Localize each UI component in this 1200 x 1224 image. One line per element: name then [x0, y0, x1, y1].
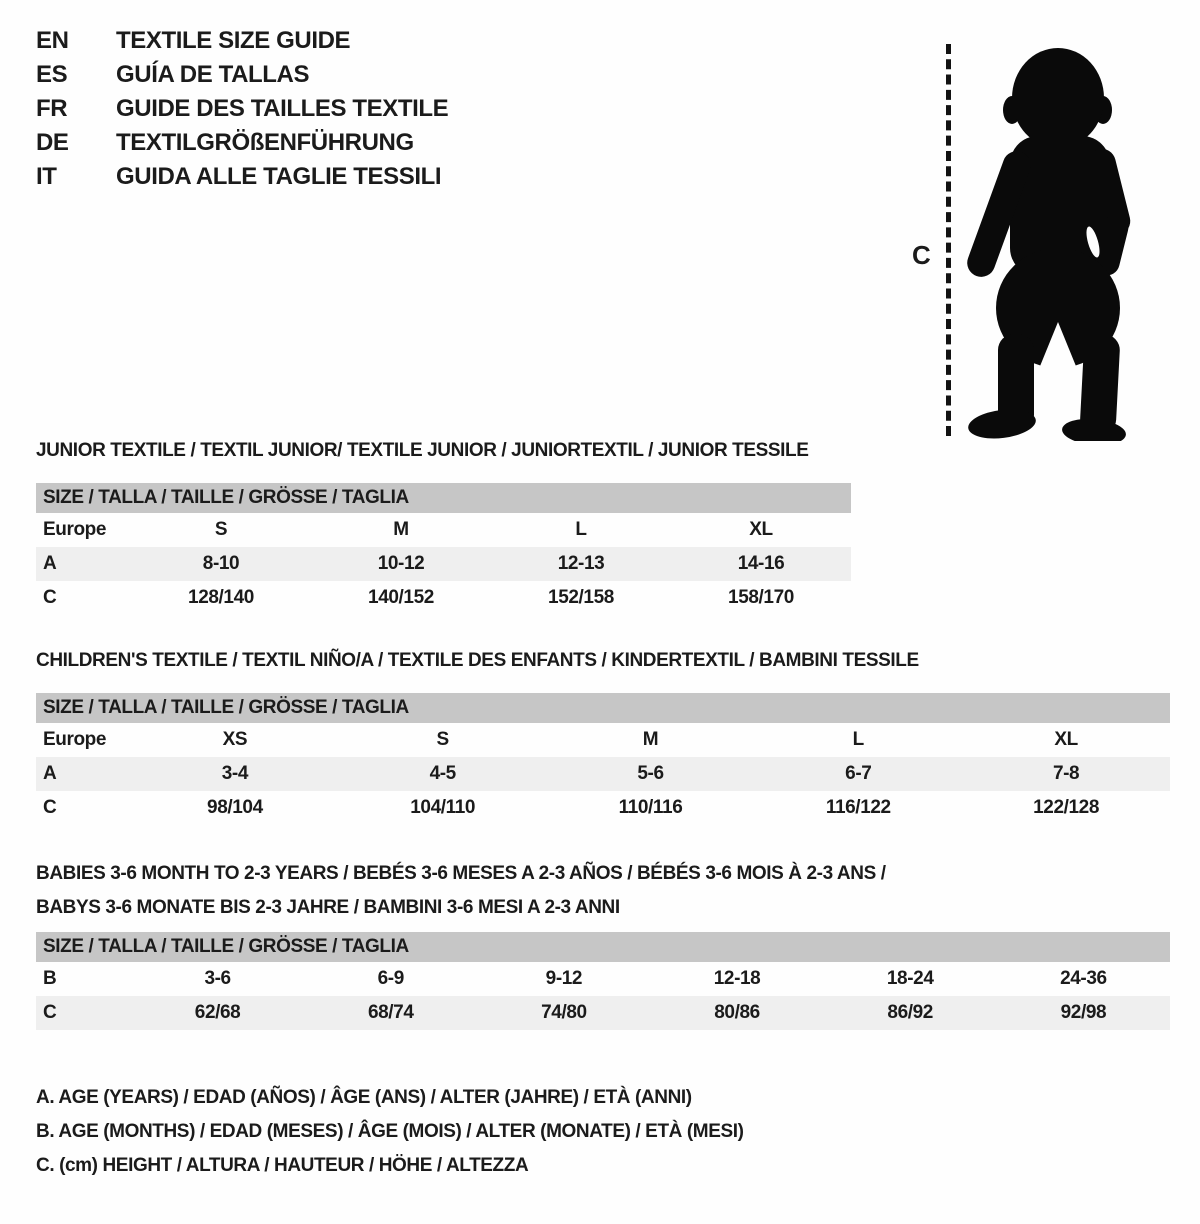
- junior-size-table: [36, 483, 851, 615]
- size-cell: S: [436, 729, 449, 750]
- junior-section-title: JUNIOR TEXTILE / TEXTIL JUNIOR/ TEXTILE JUNIOR / JUNIORTEXTIL / JUNIOR TESSILE: [36, 440, 809, 461]
- height-cell: 140/152: [368, 587, 434, 608]
- language-code: FR: [36, 95, 68, 122]
- table-row-height: [36, 581, 851, 615]
- height-cell: 104/110: [410, 797, 476, 818]
- guide-title-it: GUIDA ALLE TAGLIE TESSILI: [116, 163, 442, 190]
- size-table-header: SIZE / TALLA / TAILLE / GRÖSSE / TAGLIA: [36, 932, 1170, 962]
- size-cell: M: [393, 519, 409, 540]
- size-table-header: SIZE / TALLA / TAILLE / GRÖSSE / TAGLIA: [36, 693, 1170, 723]
- babies-title-line2: BABYS 3-6 MONATE BIS 2-3 JAHRE / BAMBINI 3-6 MESI A 2-3 ANNI: [36, 897, 620, 918]
- table-row-height: [36, 791, 1170, 825]
- row-label: Europe: [43, 519, 107, 540]
- age-cell: 6-7: [754, 757, 962, 791]
- height-cell: 122/128: [1033, 797, 1100, 818]
- age-cell: 8-10: [131, 547, 311, 581]
- babies-title-line1: BABIES 3-6 MONTH TO 2-3 YEARS / BEBÉS 3-6 MESES A 2-3 AÑOS / BÉBÉS 3-6 MOIS À 2-3 ANS /: [36, 863, 886, 884]
- height-cell: 80/86: [650, 996, 823, 1030]
- months-cell: 24-36: [1060, 968, 1107, 989]
- age-cell: 4-5: [339, 757, 547, 791]
- legend-line-b: B. AGE (MONTHS) / EDAD (MESES) / ÂGE (MOIS) / ALTER (MONATE) / ETÀ (MESI): [36, 1121, 744, 1142]
- age-cell: 12-13: [491, 547, 671, 581]
- height-measure-label: C: [912, 240, 931, 270]
- babies-size-table: [36, 932, 1170, 1030]
- height-cell: 62/68: [131, 996, 304, 1030]
- children-section-title: CHILDREN'S TEXTILE / TEXTIL NIÑO/A / TEXTILE DES ENFANTS / KINDERTEXTIL / BAMBINI TESSILE: [36, 650, 919, 671]
- size-cell: L: [575, 519, 587, 540]
- language-code: ES: [36, 61, 68, 88]
- months-cell: 12-18: [713, 968, 761, 989]
- height-cell: 98/104: [207, 797, 263, 818]
- months-cell: 18-24: [886, 968, 934, 989]
- height-cell: 86/92: [824, 996, 997, 1030]
- table-row-height: [36, 996, 1170, 1030]
- size-cell: L: [852, 729, 864, 750]
- children-section: [36, 650, 1170, 825]
- months-cell: 9-12: [545, 968, 583, 989]
- table-row-months: [36, 962, 1170, 996]
- legend: [36, 1081, 1170, 1183]
- size-table-header: SIZE / TALLA / TAILLE / GRÖSSE / TAGLIA: [36, 483, 851, 513]
- age-cell: 14-16: [671, 547, 851, 581]
- height-cell: 68/74: [304, 996, 477, 1030]
- guide-title-fr: GUIDE DES TAILLES TEXTILE: [116, 95, 449, 122]
- guide-title-es: GUÍA DE TALLAS: [116, 61, 310, 88]
- age-cell: 5-6: [547, 757, 755, 791]
- junior-section: [36, 440, 1170, 615]
- height-cell: 116/122: [825, 797, 891, 818]
- height-cell: 128/140: [188, 587, 254, 608]
- table-row-age: [36, 547, 851, 581]
- row-label: B: [43, 968, 57, 989]
- row-label: C: [36, 996, 131, 1030]
- size-cell: M: [642, 729, 659, 750]
- height-cell: 110/116: [618, 797, 683, 818]
- table-row-europe: [36, 723, 1170, 757]
- height-dashed-line-icon: [946, 44, 951, 436]
- row-label: Europe: [43, 729, 107, 750]
- height-cell: 92/98: [997, 996, 1170, 1030]
- legend-line-c: C. (cm) HEIGHT / ALTURA / HAUTEUR / HÖHE / ALTEZZA: [36, 1155, 529, 1176]
- months-cell: 6-9: [377, 968, 404, 989]
- row-label: C: [43, 797, 57, 818]
- height-measure-figure: [900, 36, 1168, 451]
- age-cell: 7-8: [962, 757, 1170, 791]
- age-cell: 10-12: [311, 547, 491, 581]
- size-cell: S: [214, 519, 228, 540]
- table-row-europe: [36, 513, 851, 547]
- age-cell: 3-4: [131, 757, 339, 791]
- guide-title-en: TEXTILE SIZE GUIDE: [116, 27, 351, 54]
- babies-section: [36, 857, 1170, 1030]
- children-size-table: [36, 693, 1170, 825]
- language-code: EN: [36, 27, 69, 54]
- babies-section-title: [36, 857, 1170, 925]
- height-cell: 152/158: [548, 587, 614, 608]
- months-cell: 3-6: [204, 968, 231, 989]
- row-label: A: [36, 757, 131, 791]
- size-cell: XL: [1054, 729, 1078, 750]
- height-cell: 158/170: [728, 587, 794, 608]
- table-row-age: [36, 757, 1170, 791]
- language-code: DE: [36, 129, 69, 156]
- language-code: IT: [36, 163, 57, 190]
- size-cell: XS: [222, 729, 248, 750]
- height-cell: 74/80: [477, 996, 650, 1030]
- row-label: C: [43, 587, 57, 608]
- toddler-silhouette-icon: [962, 36, 1138, 441]
- size-cell: XL: [749, 519, 773, 540]
- guide-title-de: TEXTILGRÖßENFÜHRUNG: [116, 129, 414, 156]
- legend-line-a: A. AGE (YEARS) / EDAD (AÑOS) / ÂGE (ANS) / ALTER (JAHRE) / ETÀ (ANNI): [36, 1087, 692, 1108]
- row-label: A: [36, 547, 131, 581]
